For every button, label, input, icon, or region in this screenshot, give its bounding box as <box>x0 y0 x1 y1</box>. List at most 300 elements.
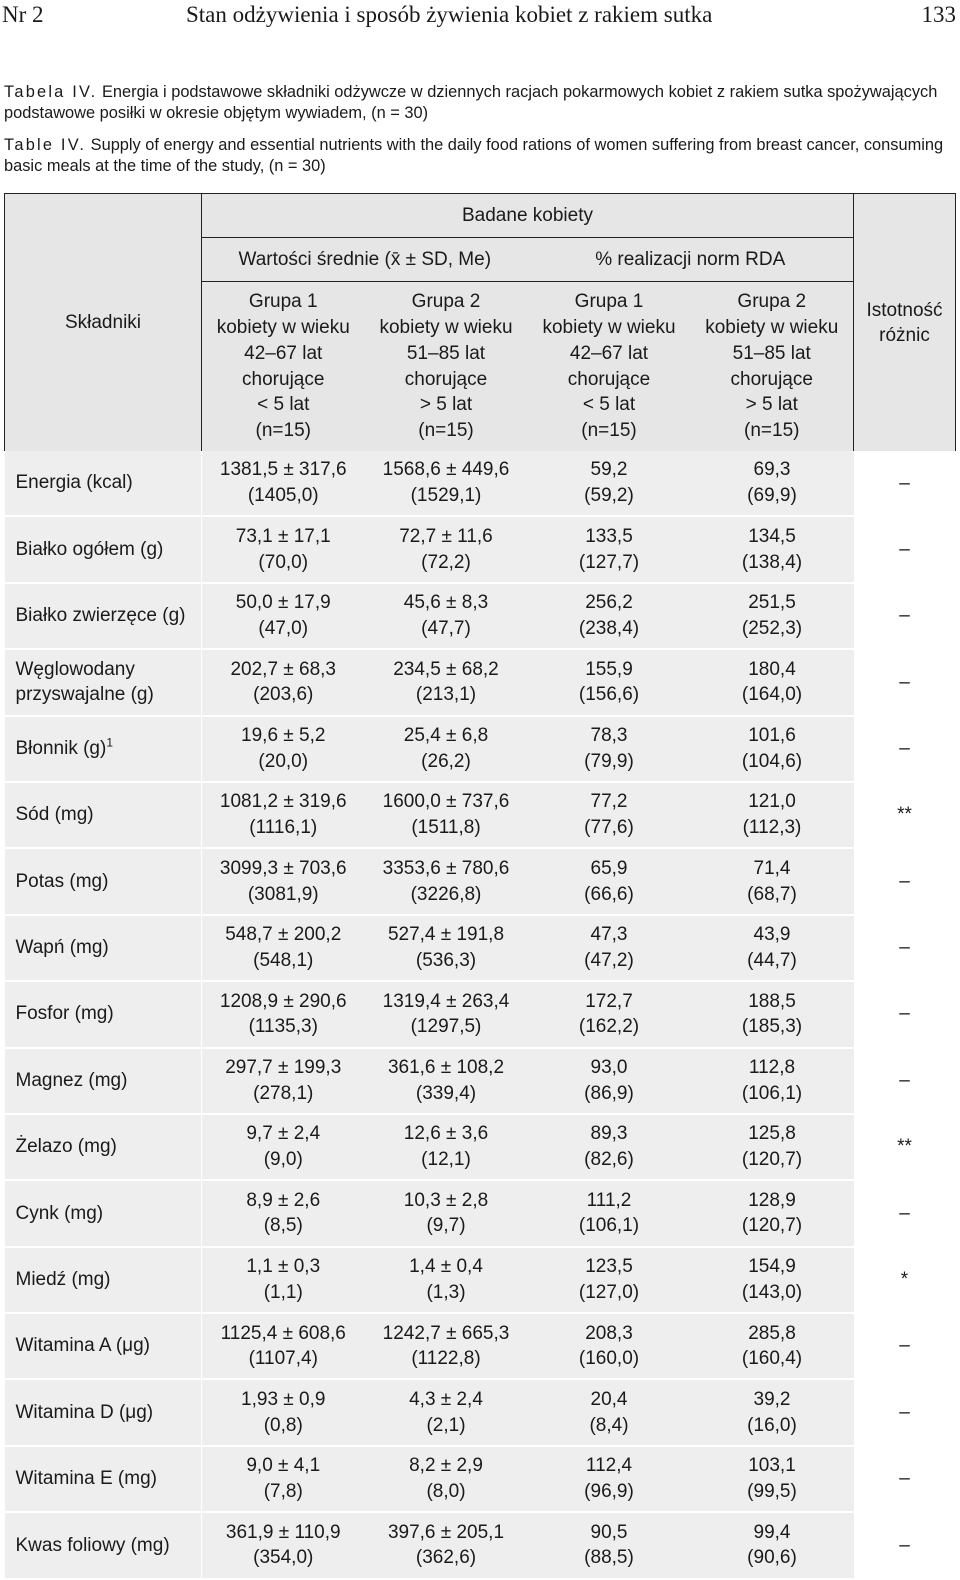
cell-rda-grupa-2-value: 103,1 <box>748 1455 796 1477</box>
cell-mean-grupa-2-median: (362,6) <box>415 1547 477 1569</box>
table-row <box>5 981 956 1047</box>
grupa2-line: kobiety w wieku <box>379 317 513 339</box>
cell-mean-grupa-2-median: (1297,5) <box>410 1016 482 1038</box>
nutrient-label: Potas (mg) <box>15 870 109 892</box>
row-nutrient-name <box>5 1446 202 1512</box>
cell-mean-grupa-1-value: 9,7 ± 2,4 <box>246 1123 321 1145</box>
cell-significance: – <box>854 516 956 582</box>
cell-rda-grupa-2-value: 43,9 <box>753 924 791 946</box>
table-caption-polish <box>4 82 958 124</box>
cell-significance: – <box>854 1512 956 1578</box>
cell-rda-grupa-2-median: (120,7) <box>741 1149 803 1171</box>
cell-significance: – <box>854 1379 956 1445</box>
table-row <box>5 1313 956 1379</box>
cell-mean-grupa-1-median: (9,0) <box>263 1149 303 1171</box>
cell-mean-grupa-1 <box>202 1379 365 1445</box>
table-row <box>5 1114 956 1180</box>
caption-label-polish: Tabela IV. <box>4 83 98 101</box>
cell-mean-grupa-1-value: 1,1 ± 0,3 <box>246 1256 321 1278</box>
table-row <box>5 516 956 582</box>
grupa1-line: chorujące <box>567 368 651 390</box>
cell-rda-grupa-2 <box>691 848 854 914</box>
grupa2-line: > 5 lat <box>745 394 798 416</box>
cell-significance: ** <box>854 1114 956 1180</box>
cell-rda-grupa-1 <box>528 848 691 914</box>
caption-text-polish: Energia i podstawowe składniki odżywcze w dziennych racjach pokarmowych kobiet z rakiem sutka spożywających podstawowe posiłki w okresie objętym wywiadem, (n = 30) <box>4 83 938 122</box>
row-nutrient-name <box>5 1114 202 1180</box>
cell-rda-grupa-1-median: (79,9) <box>584 750 634 772</box>
cell-mean-grupa-2 <box>365 1313 528 1379</box>
cell-mean-grupa-2 <box>365 782 528 848</box>
cell-rda-grupa-1 <box>528 1048 691 1114</box>
cell-mean-grupa-1-value: 202,7 ± 68,3 <box>230 658 336 680</box>
nutrient-label: Białko ogółem (g) <box>15 538 164 560</box>
row-nutrient-name <box>5 915 202 981</box>
cell-rda-grupa-2-value: 251,5 <box>748 592 796 614</box>
nutrient-label: Magnez (mg) <box>15 1069 128 1091</box>
cell-rda-grupa-2 <box>691 716 854 782</box>
row-nutrient-name <box>5 848 202 914</box>
row-nutrient-name <box>5 649 202 715</box>
cell-rda-grupa-2-median: (68,7) <box>747 883 797 905</box>
grupa2-line: (n=15) <box>418 419 474 441</box>
grupa1-line: kobiety w wieku <box>216 317 350 339</box>
cell-mean-grupa-2-median: (1529,1) <box>410 485 482 507</box>
cell-mean-grupa-1-value: 9,0 ± 4,1 <box>246 1455 321 1477</box>
cell-mean-grupa-2-value: 527,4 ± 191,8 <box>387 924 505 946</box>
cell-mean-grupa-2-value: 10,3 ± 2,8 <box>403 1189 489 1211</box>
cell-rda-grupa-2 <box>691 1446 854 1512</box>
grupa2-line: chorujące <box>730 368 813 390</box>
header-istotnosc-text: Istotność różnic <box>866 299 943 346</box>
header-istotnosc <box>854 194 956 452</box>
cell-rda-grupa-1-value: 172,7 <box>585 990 633 1012</box>
cell-mean-grupa-2-median: (3226,8) <box>410 883 482 905</box>
cell-rda-grupa-2 <box>691 649 854 715</box>
cell-rda-grupa-2-value: 125,8 <box>748 1123 796 1145</box>
cell-rda-grupa-2 <box>691 1048 854 1114</box>
cell-mean-grupa-2-value: 3353,6 ± 780,6 <box>382 857 510 879</box>
cell-mean-grupa-2-value: 1319,4 ± 263,4 <box>382 990 510 1012</box>
cell-rda-grupa-2 <box>691 1512 854 1578</box>
cell-mean-grupa-2-median: (213,1) <box>415 684 477 706</box>
cell-rda-grupa-2-median: (160,4) <box>741 1348 803 1370</box>
nutrient-label: Błonnik (g) <box>15 737 107 759</box>
table-body <box>5 451 956 1579</box>
cell-mean-grupa-1 <box>202 1313 365 1379</box>
cell-significance: – <box>854 583 956 649</box>
cell-mean-grupa-2 <box>365 1114 528 1180</box>
cell-rda-grupa-2-median: (99,5) <box>747 1481 797 1503</box>
cell-mean-grupa-2-value: 1600,0 ± 737,6 <box>382 791 510 813</box>
cell-mean-grupa-2 <box>365 1512 528 1578</box>
cell-rda-grupa-1-value: 112,4 <box>585 1455 633 1477</box>
cell-mean-grupa-2 <box>365 981 528 1047</box>
cell-rda-grupa-2-median: (164,0) <box>741 684 803 706</box>
table-row <box>5 1379 956 1445</box>
cell-rda-grupa-1-median: (106,1) <box>578 1215 640 1237</box>
cell-mean-grupa-2-value: 1,4 ± 0,4 <box>409 1256 483 1278</box>
table-row <box>5 583 956 649</box>
cell-rda-grupa-2-median: (112,3) <box>742 817 802 839</box>
cell-rda-grupa-1-value: 133,5 <box>585 525 633 547</box>
cell-mean-grupa-2-median: (1511,8) <box>411 817 481 839</box>
nutrient-label: Witamina A (μg) <box>15 1335 150 1357</box>
cell-mean-grupa-2-value: 12,6 ± 3,6 <box>403 1123 489 1145</box>
table-row <box>5 716 956 782</box>
nutrient-label: Białko zwierzęce (g) <box>15 605 186 627</box>
cell-mean-grupa-1-median: (1116,1) <box>249 817 318 839</box>
cell-mean-grupa-1 <box>202 1247 365 1313</box>
table-caption-english <box>4 135 958 177</box>
cell-rda-grupa-1 <box>528 981 691 1047</box>
cell-rda-grupa-1 <box>528 1114 691 1180</box>
cell-rda-grupa-2 <box>691 915 854 981</box>
cell-mean-grupa-2-median: (12,1) <box>421 1149 471 1171</box>
cell-significance: – <box>854 649 956 715</box>
cell-rda-grupa-2-median: (143,0) <box>741 1281 803 1303</box>
cell-mean-grupa-2 <box>365 716 528 782</box>
nutrient-label: Sód (mg) <box>15 804 94 826</box>
cell-rda-grupa-1-value: 77,2 <box>590 791 628 813</box>
page-number-left: Nr 2 <box>2 2 44 27</box>
cell-rda-grupa-1-value: 93,0 <box>590 1057 628 1078</box>
cell-mean-grupa-1 <box>202 716 365 782</box>
cell-rda-grupa-2-value: 180,4 <box>748 658 796 680</box>
row-nutrient-name <box>5 1180 202 1246</box>
cell-rda-grupa-1 <box>528 1313 691 1379</box>
cell-mean-grupa-1-value: 1125,4 ± 608,6 <box>220 1322 346 1344</box>
cell-significance: – <box>854 848 956 914</box>
cell-mean-grupa-1-median: (70,0) <box>258 551 309 573</box>
cell-mean-grupa-2-value: 1242,7 ± 665,3 <box>382 1322 510 1344</box>
cell-rda-grupa-1-median: (86,9) <box>584 1082 634 1104</box>
cell-rda-grupa-1-median: (59,2) <box>584 485 634 507</box>
grupa1-line: kobiety w wieku <box>542 317 676 339</box>
cell-rda-grupa-1 <box>528 1446 691 1512</box>
cell-mean-grupa-1 <box>202 848 365 914</box>
nutrient-label: Miedź (mg) <box>15 1269 111 1291</box>
cell-rda-grupa-1-value: 59,2 <box>590 459 628 481</box>
cell-rda-grupa-1-median: (162,2) <box>578 1016 640 1038</box>
cell-mean-grupa-1 <box>202 1446 365 1512</box>
grupa1-line: (n=15) <box>581 419 637 441</box>
table-row <box>5 451 956 516</box>
cell-rda-grupa-2-value: 112,8 <box>748 1057 796 1078</box>
cell-rda-grupa-1-value: 155,9 <box>585 658 633 680</box>
cell-rda-grupa-2 <box>691 782 854 848</box>
cell-mean-grupa-2-value: 397,6 ± 205,1 <box>387 1521 505 1543</box>
cell-rda-grupa-1 <box>528 782 691 848</box>
table-row <box>5 1247 956 1313</box>
nutrient-label: Żelazo (mg) <box>15 1136 117 1158</box>
cell-rda-grupa-2 <box>691 1114 854 1180</box>
cell-mean-grupa-2 <box>365 649 528 715</box>
page-number-right: 133 <box>921 2 956 27</box>
cell-rda-grupa-2-median: (44,7) <box>747 949 797 971</box>
cell-rda-grupa-1-median: (66,6) <box>584 883 634 905</box>
grupa1-line: Grupa 1 <box>248 291 318 313</box>
grupa1-line: 42–67 lat <box>244 342 323 364</box>
nutrient-label: Węglowodany przyswajalne (g) <box>15 658 154 706</box>
cell-rda-grupa-2 <box>691 1313 854 1379</box>
row-nutrient-name <box>5 782 202 848</box>
cell-mean-grupa-2 <box>365 1379 528 1445</box>
cell-rda-grupa-2-median: (16,0) <box>747 1414 797 1436</box>
table-row <box>5 1446 956 1512</box>
cell-rda-grupa-1-median: (88,5) <box>584 1547 634 1569</box>
cell-significance: – <box>854 915 956 981</box>
cell-mean-grupa-1-median: (354,0) <box>253 1547 314 1569</box>
cell-mean-grupa-2-value: 361,6 ± 108,2 <box>387 1057 505 1078</box>
grupa2-line: 51–85 lat <box>732 342 811 364</box>
cell-mean-grupa-2-median: (1,3) <box>426 1281 466 1303</box>
cell-significance: – <box>854 1048 956 1114</box>
cell-rda-grupa-1 <box>528 915 691 981</box>
cell-rda-grupa-1 <box>528 1247 691 1313</box>
cell-rda-grupa-1 <box>528 649 691 715</box>
cell-rda-grupa-2-value: 134,5 <box>748 525 796 547</box>
cell-mean-grupa-1-median: (0,8) <box>263 1414 303 1436</box>
table-row <box>5 649 956 715</box>
cell-rda-grupa-1-value: 78,3 <box>590 725 628 747</box>
cell-mean-grupa-1-value: 548,7 ± 200,2 <box>225 924 342 946</box>
nutrient-label: Witamina E (mg) <box>15 1468 157 1490</box>
cell-rda-grupa-2-value: 71,4 <box>753 857 791 879</box>
cell-rda-grupa-2 <box>691 583 854 649</box>
cell-mean-grupa-1-value: 361,9 ± 110,9 <box>225 1521 341 1543</box>
cell-mean-grupa-2-median: (26,2) <box>421 750 471 772</box>
cell-rda-grupa-2-median: (106,1) <box>741 1082 803 1104</box>
cell-rda-grupa-2-median: (185,3) <box>741 1016 803 1038</box>
cell-rda-grupa-2-value: 188,5 <box>748 990 796 1012</box>
cell-rda-grupa-2 <box>691 451 854 516</box>
nutrients-table <box>4 193 956 1580</box>
cell-mean-grupa-2-median: (1122,8) <box>411 1348 481 1370</box>
cell-rda-grupa-1 <box>528 716 691 782</box>
row-nutrient-name <box>5 981 202 1047</box>
row-nutrient-name <box>5 516 202 582</box>
cell-mean-grupa-1-value: 1,93 ± 0,9 <box>241 1388 326 1410</box>
cell-mean-grupa-2-value: 4,3 ± 2,4 <box>409 1388 483 1410</box>
running-header <box>0 0 960 32</box>
cell-mean-grupa-2-value: 1568,6 ± 449,6 <box>382 459 510 481</box>
table-row <box>5 848 956 914</box>
journal-title: Stan odżywienia i sposób żywienia kobiet z rakiem sutka <box>186 2 713 27</box>
cell-mean-grupa-1 <box>202 1180 365 1246</box>
cell-mean-grupa-1-value: 1081,2 ± 319,6 <box>219 791 347 813</box>
cell-rda-grupa-2 <box>691 1379 854 1445</box>
table-row <box>5 782 956 848</box>
cell-rda-grupa-2-value: 99,4 <box>753 1521 791 1543</box>
cell-mean-grupa-1 <box>202 649 365 715</box>
cell-mean-grupa-2 <box>365 516 528 582</box>
row-nutrient-name <box>5 716 202 782</box>
cell-rda-grupa-1-value: 90,5 <box>590 1521 628 1543</box>
cell-mean-grupa-1 <box>202 782 365 848</box>
grupa2-line: > 5 lat <box>419 394 473 416</box>
cell-rda-grupa-2-value: 154,9 <box>748 1256 796 1278</box>
cell-significance: – <box>854 1313 956 1379</box>
cell-rda-grupa-2-median: (252,3) <box>741 617 803 639</box>
cell-significance: * <box>854 1247 956 1313</box>
cell-mean-grupa-1-value: 19,6 ± 5,2 <box>241 725 326 747</box>
cell-rda-grupa-1-median: (238,4) <box>578 617 640 639</box>
cell-rda-grupa-1-value: 65,9 <box>590 857 628 879</box>
cell-rda-grupa-1-median: (77,6) <box>584 817 634 839</box>
cell-rda-grupa-1-median: (8,4) <box>589 1414 629 1436</box>
cell-mean-grupa-1-median: (1,1) <box>263 1281 303 1303</box>
cell-rda-grupa-2-median: (69,9) <box>747 485 797 507</box>
cell-rda-grupa-2-value: 285,8 <box>748 1322 796 1344</box>
header-skladniki: Składniki <box>5 194 202 452</box>
cell-mean-grupa-2 <box>365 1048 528 1114</box>
cell-rda-grupa-1-value: 47,3 <box>590 924 628 946</box>
cell-rda-grupa-2-median: (138,4) <box>741 551 803 573</box>
cell-mean-grupa-1 <box>202 451 365 516</box>
cell-rda-grupa-2 <box>691 1247 854 1313</box>
cell-mean-grupa-1 <box>202 1512 365 1578</box>
cell-mean-grupa-1-value: 1381,5 ± 317,6 <box>219 459 347 481</box>
cell-rda-grupa-1-median: (96,9) <box>584 1481 634 1503</box>
table-row <box>5 1512 956 1578</box>
cell-significance: – <box>854 1180 956 1246</box>
cell-rda-grupa-1 <box>528 1512 691 1578</box>
cell-rda-grupa-2-median: (90,6) <box>747 1547 797 1569</box>
row-nutrient-name <box>5 583 202 649</box>
cell-rda-grupa-2-value: 39,2 <box>753 1388 791 1410</box>
cell-rda-grupa-2-value: 101,6 <box>748 725 796 747</box>
cell-significance: – <box>854 1446 956 1512</box>
cell-mean-grupa-1-median: (278,1) <box>253 1082 314 1104</box>
nutrient-label: Witamina D (μg) <box>15 1401 154 1423</box>
cell-mean-grupa-2 <box>365 1180 528 1246</box>
cell-mean-grupa-1-value: 73,1 ± 17,1 <box>235 525 331 547</box>
grupa1-line: < 5 lat <box>582 394 636 416</box>
cell-mean-grupa-1-value: 50,0 ± 17,9 <box>235 592 331 614</box>
cell-rda-grupa-1-median: (160,0) <box>578 1348 640 1370</box>
caption-label-english: Table IV. <box>4 136 87 154</box>
cell-rda-grupa-1-value: 123,5 <box>585 1256 633 1278</box>
cell-mean-grupa-2-value: 8,2 ± 2,9 <box>409 1455 483 1477</box>
cell-mean-grupa-2-value: 45,6 ± 8,3 <box>403 592 489 614</box>
header-mean-grupa-2 <box>365 282 528 452</box>
cell-significance: – <box>854 716 956 782</box>
cell-rda-grupa-1-value: 208,3 <box>585 1322 633 1344</box>
row-nutrient-name <box>5 1247 202 1313</box>
header-mean-grupa-1 <box>202 282 365 452</box>
cell-mean-grupa-1-median: (3081,9) <box>247 883 319 905</box>
cell-mean-grupa-1-median: (47,0) <box>258 617 309 639</box>
cell-rda-grupa-2 <box>691 516 854 582</box>
cell-rda-grupa-1-median: (47,2) <box>584 949 634 971</box>
cell-rda-grupa-1-median: (156,6) <box>578 684 640 706</box>
cell-rda-grupa-2-median: (120,7) <box>741 1215 803 1237</box>
cell-mean-grupa-2 <box>365 583 528 649</box>
header-mean-values: Wartości średnie (x̄ ± SD, Me) <box>202 238 528 282</box>
nutrient-label: Cynk (mg) <box>15 1202 104 1224</box>
grupa2-line: Grupa 2 <box>737 291 807 313</box>
cell-mean-grupa-2-value: 72,7 ± 11,6 <box>399 525 493 547</box>
cell-rda-grupa-1-value: 111,2 <box>586 1189 632 1211</box>
cell-rda-grupa-1-value: 89,3 <box>590 1123 628 1145</box>
cell-mean-grupa-1-median: (1107,4) <box>248 1348 318 1370</box>
cell-mean-grupa-1-value: 3099,3 ± 703,6 <box>219 857 347 879</box>
cell-mean-grupa-1-median: (203,6) <box>253 684 314 706</box>
grupa2-line: Grupa 2 <box>411 291 481 313</box>
header-badane-kobiety: Badane kobiety <box>202 194 854 238</box>
cell-rda-grupa-1-median: (127,0) <box>578 1281 640 1303</box>
nutrient-label: Energia (kcal) <box>15 472 133 494</box>
cell-mean-grupa-1-median: (1405,0) <box>247 485 319 507</box>
cell-mean-grupa-1-median: (20,0) <box>258 750 309 772</box>
cell-mean-grupa-1-median: (7,8) <box>263 1481 303 1503</box>
grupa2-line: 51–85 lat <box>406 342 486 364</box>
cell-significance: – <box>854 451 956 516</box>
grupa1-line: < 5 lat <box>257 394 310 416</box>
table-row <box>5 1180 956 1246</box>
cell-rda-grupa-2 <box>691 1180 854 1246</box>
nutrient-label: Fosfor (mg) <box>15 1003 114 1025</box>
header-rda-percent: % realizacji norm RDA <box>528 238 854 282</box>
cell-mean-grupa-1 <box>202 981 365 1047</box>
cell-mean-grupa-1 <box>202 1114 365 1180</box>
footnote-marker: 1 <box>106 735 114 750</box>
cell-mean-grupa-1 <box>202 915 365 981</box>
cell-significance: ** <box>854 782 956 848</box>
cell-rda-grupa-1 <box>528 1180 691 1246</box>
cell-mean-grupa-2-median: (72,2) <box>421 551 471 573</box>
cell-mean-grupa-1 <box>202 583 365 649</box>
table-row <box>5 1048 956 1114</box>
cell-mean-grupa-2-median: (9,7) <box>426 1215 466 1237</box>
grupa1-line: (n=15) <box>255 419 311 441</box>
cell-rda-grupa-1 <box>528 516 691 582</box>
grupa2-line: chorujące <box>404 368 488 390</box>
cell-mean-grupa-1 <box>202 1048 365 1114</box>
row-nutrient-name <box>5 1048 202 1114</box>
caption-text-english: Supply of energy and essential nutrients with the daily food rations of women suffering from breast cancer, consuming basic meals at the time of the study, (n = 30) <box>4 136 944 175</box>
cell-mean-grupa-1 <box>202 516 365 582</box>
cell-rda-grupa-2-median: (104,6) <box>741 750 803 772</box>
row-nutrient-name <box>5 451 202 516</box>
cell-rda-grupa-1-value: 20,4 <box>590 1388 628 1410</box>
grupa2-line: (n=15) <box>744 419 800 441</box>
cell-mean-grupa-2-median: (47,7) <box>421 617 471 639</box>
cell-mean-grupa-2 <box>365 848 528 914</box>
cell-mean-grupa-2-median: (536,3) <box>415 949 477 971</box>
cell-mean-grupa-2 <box>365 1446 528 1512</box>
cell-mean-grupa-2-median: (8,0) <box>426 1481 466 1503</box>
cell-mean-grupa-1-value: 8,9 ± 2,6 <box>246 1189 321 1211</box>
cell-rda-grupa-2-value: 121,0 <box>748 791 796 813</box>
cell-rda-grupa-2-value: 69,3 <box>753 459 791 481</box>
cell-rda-grupa-1-median: (127,7) <box>578 551 640 573</box>
cell-mean-grupa-1-median: (8,5) <box>263 1215 303 1237</box>
cell-significance: – <box>854 981 956 1047</box>
cell-mean-grupa-1-value: 297,7 ± 199,3 <box>225 1057 342 1078</box>
grupa1-line: Grupa 1 <box>574 291 644 313</box>
cell-mean-grupa-2-median: (339,4) <box>415 1082 477 1104</box>
cell-mean-grupa-2 <box>365 915 528 981</box>
cell-rda-grupa-1 <box>528 583 691 649</box>
grupa1-line: 42–67 lat <box>569 342 649 364</box>
row-nutrient-name <box>5 1379 202 1445</box>
cell-mean-grupa-2-median: (2,1) <box>426 1414 466 1436</box>
header-rda-grupa-2 <box>691 282 854 452</box>
header-rda-grupa-1 <box>528 282 691 452</box>
cell-rda-grupa-2-value: 128,9 <box>748 1189 796 1211</box>
